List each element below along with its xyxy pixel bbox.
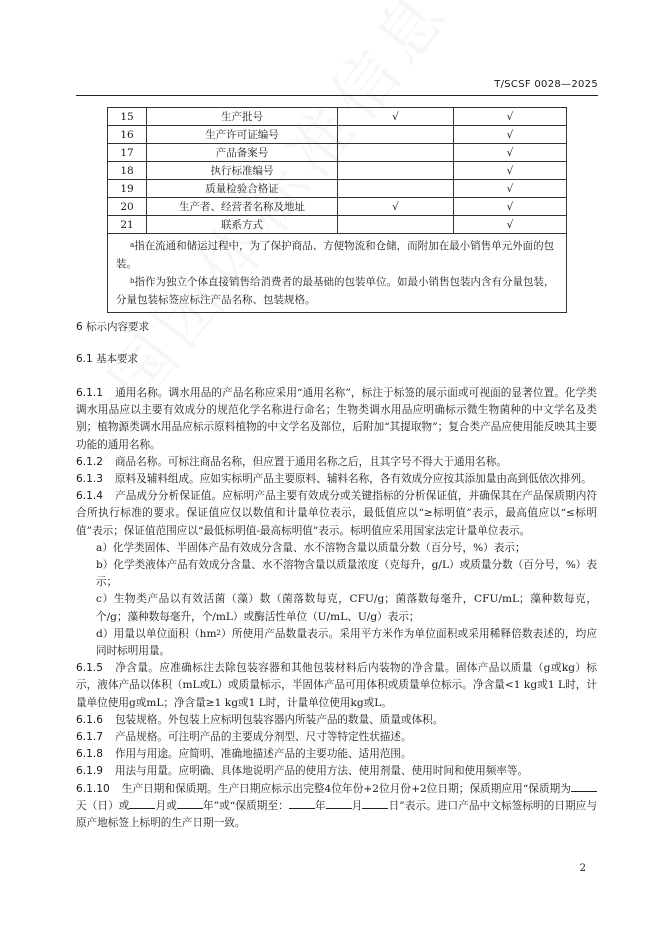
clause-text: 作用与用途。应简明、准确地描述产品的主要功能、适用范围。 (114, 748, 412, 761)
item-name: 生产者、经营者名称及地址 (147, 198, 338, 216)
fill-blank (289, 798, 315, 809)
note-b (116, 273, 561, 309)
fill-blank (571, 781, 597, 792)
check-mark: √ (338, 198, 454, 216)
clause-number: 6.1.1 (76, 387, 103, 399)
clauses-body (76, 385, 597, 832)
table-notes (108, 234, 567, 313)
check-mark: √ (454, 198, 567, 216)
check-mark (338, 144, 454, 162)
table-notes-row (108, 234, 567, 313)
clause-text: 产品规格。可注明产品的主要成分剂型、尺寸等特定性状描述。 (114, 731, 412, 744)
clause-text: 商品名称。可标注商品名称，但应置于通用名称之后，且其字号不得大于通用名称。 (114, 455, 507, 468)
superscript: 2 (216, 628, 221, 637)
check-mark: √ (338, 108, 454, 126)
fill-blank (362, 798, 388, 809)
check-mark (338, 216, 454, 234)
list-item-d (76, 626, 597, 660)
clause-text: 年”或“保质期至： (202, 799, 289, 812)
header-rule (76, 95, 598, 96)
check-mark: √ (454, 126, 567, 144)
row-number: 20 (108, 198, 147, 216)
label-items-table (107, 107, 567, 313)
clause-text: 用法与用量。应明确、具体地说明产品的使用方法、使用剂量、使用时间和使用频率等。 (114, 765, 529, 778)
table-row (108, 216, 567, 234)
clause-6-1-6 (76, 712, 597, 729)
clause-text: 月 (351, 799, 363, 812)
check-mark: √ (454, 162, 567, 180)
page-number: 2 (579, 863, 586, 874)
list-item-b: b）化学类液体产品有效成分含量、水不溶物含量以质量浓度（克每升，g/L）或质量分数（百分号，%）表示； (96, 559, 597, 589)
list-text: ）所使用产品数量表示。采用平方米作为单位面积或采用稀释倍数表述的，均应同时标明用量。 (96, 627, 597, 658)
check-mark: √ (454, 216, 567, 234)
clause-6-1-2 (76, 454, 597, 471)
item-name: 执行标准编号 (147, 162, 338, 180)
clause-6-1-5 (76, 660, 597, 712)
standard-code: T/SCSF 0028—2025 (494, 79, 598, 90)
row-number: 15 (108, 108, 147, 126)
clause-6-1-10 (76, 781, 597, 833)
table-row (108, 144, 567, 162)
list-item-c: c）生物类产品以有效活菌（藻）数（菌落数每克，CFU/g；菌落数每毫升，CFU/mL；藻种数每克，个/g；藻种数每毫升，个/mL）或酶活性单位（U/mL、U/g）表示； (96, 593, 597, 623)
list-item-a: a）化学类固体、半固体产品有效成分含量、水不溶物含量以质量分数（百分号，%）表示； (96, 541, 526, 554)
section-6-1-heading: 6.1 基本要求 (76, 353, 139, 365)
clause-number: 6.1.7 (76, 731, 103, 744)
check-mark: √ (454, 144, 567, 162)
clause-text: 年 (314, 799, 326, 812)
clause-6-1-3 (76, 471, 597, 488)
table-row (108, 126, 567, 144)
clause-text: 生产日期和保质期。生产日期应标示出完整4位年份+2位月份+2位日期；保质期应用“保质期为 (121, 782, 571, 795)
item-name: 产品备案号 (147, 144, 338, 162)
clause-number: 6.1.8 (76, 748, 103, 761)
clause-text: 产品成分分析保证值。应标明产品主要有效成分或关键指标的分析保证值，并确保其在产品保质期内符合所执行标准的要求。保证值应仅以数值和计量单位表示，最低值应以“≥标明值”表示，最高值应以“≤标明值”表示；保证值范围应以“最低标明值-最高标明值”表示。标明值应采用国家法定计量单位表示。 (76, 490, 597, 537)
clause-number: 6.1.10 (76, 782, 110, 795)
table-row (108, 162, 567, 180)
clause-text: 包装规格。外包装上应标明包装容器内所装产品的数量、质量或体积。 (114, 713, 444, 726)
item-name: 联系方式 (147, 216, 338, 234)
clause-6-1-7 (76, 729, 597, 746)
row-number: 16 (108, 126, 147, 144)
clause-text: 月或 (155, 799, 177, 812)
clause-number: 6.1.5 (76, 662, 103, 675)
clause-6-1-4 (76, 488, 597, 540)
item-name: 生产批号 (147, 108, 338, 126)
check-mark (338, 126, 454, 144)
section-6-heading: 6 标示内容要求 (76, 321, 150, 333)
table-row (108, 198, 567, 216)
check-mark (338, 180, 454, 198)
clause-number: 6.1.9 (76, 765, 103, 778)
fill-blank (129, 798, 155, 809)
clause-6-1-9 (76, 763, 597, 780)
row-number: 19 (108, 180, 147, 198)
note-marker: b (130, 277, 135, 285)
check-mark (338, 162, 454, 180)
clause-number: 6.1.6 (76, 713, 103, 726)
note-a (116, 237, 561, 273)
clause-text: 通用名称。调水用品的产品名称应采用“通用名称”，标注于标签的展示面或可视面的显著位置。化学类调水用品应以主要有效成分的规范化学名称进行命名；生物类调水用品应明确标示微生物菌种的中文学名及类别；植物源类调水用品应标示原料植物的中文学名及部位，后附加“其提取物”；复合类产品应使用能反映其主要功能的通用名称。 (76, 387, 597, 451)
note-text: 指在流通和储运过程中，为了保护商品、方便物流和仓储，而附加在最小销售单元外面的包装。 (116, 240, 555, 270)
note-text: 指作为独立个体直接销售给消费者的最基础的包装单位。如最小销售包装内含有分量包装，分量包装标签应标注产品名称、包装规格。 (116, 276, 555, 306)
row-number: 18 (108, 162, 147, 180)
table-row (108, 180, 567, 198)
clause-number: 6.1.3 (76, 473, 103, 486)
fill-blank (177, 798, 203, 809)
item-name: 质量检验合格证 (147, 180, 338, 198)
row-number: 17 (108, 144, 147, 162)
clause-number: 6.1.2 (76, 455, 103, 468)
clause-text: 天（日）或 (76, 799, 130, 812)
clause-number: 6.1.4 (76, 490, 103, 503)
row-number: 21 (108, 216, 147, 234)
fill-blank (326, 798, 352, 809)
check-mark: √ (454, 108, 567, 126)
clause-6-1-8 (76, 746, 597, 763)
item-name: 生产许可证编号 (147, 126, 338, 144)
clause-text: 净含量。应准确标注去除包装容器和其他包装材料后内装物的净含量。固体产品以质量（g或kg）标示，液体产品以体积（mL或L）或质量标示，半固体产品可用体积或质量单位标示。净含量<1 kg或1 L时，计量单位使用g或mL；净含量≥1 kg或1 L时，计量单位使用kg或L。 (76, 662, 597, 709)
table-row (108, 108, 567, 126)
clause-text: 日”表示。进口产品中文标签标明的日期应与原产地标签上标明的生产日期一致。 (76, 799, 598, 830)
check-mark: √ (454, 180, 567, 198)
note-marker: a (130, 241, 135, 249)
list-text: d）用量以单位面积（hm (96, 627, 217, 640)
clause-text: 原料及辅料组成。应如实标明产品主要原料、辅料名称，各有效成分应按其添加量由高到低依次排列。 (114, 473, 592, 486)
clause-6-1-1 (76, 385, 597, 454)
